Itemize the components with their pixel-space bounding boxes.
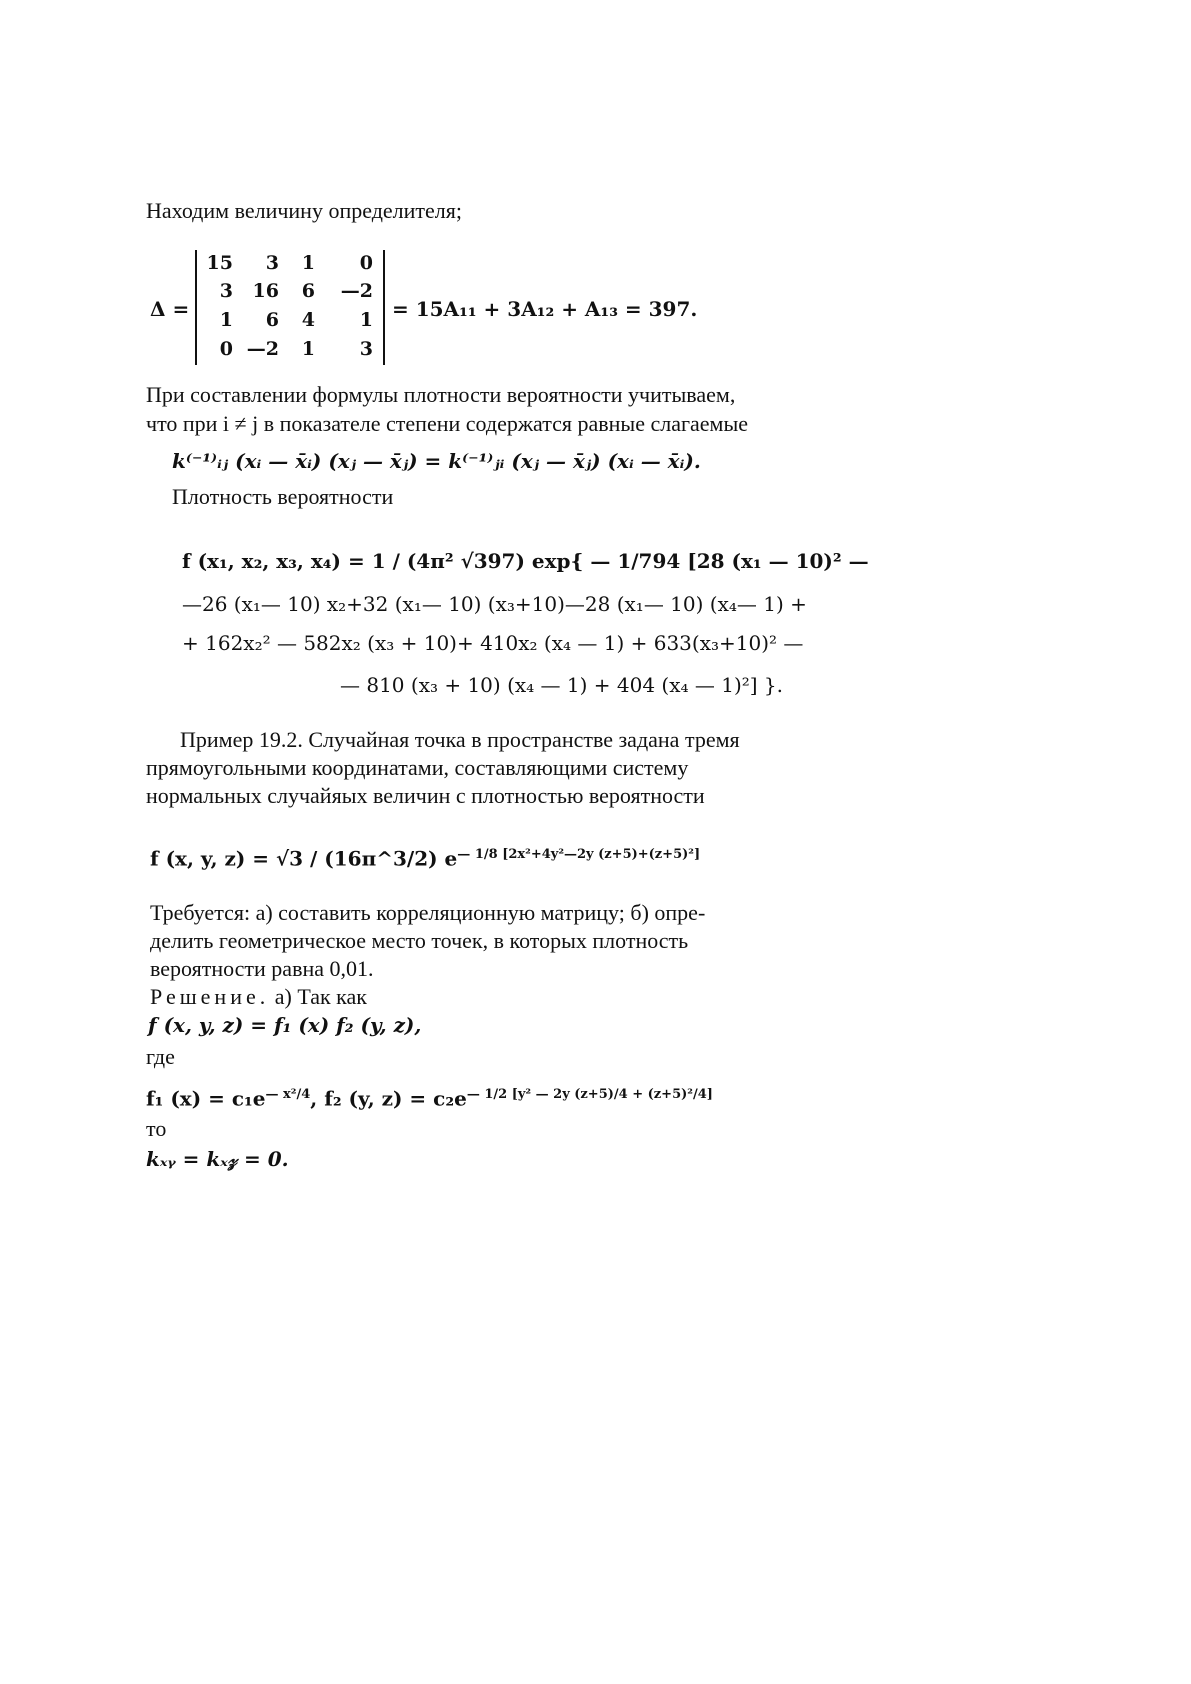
formula-density-line: —26 (x₁— 10) x₂+32 (x₁— 10) (x₃+10)—28 (x₁— 10) (x₄— 1) + bbox=[182, 592, 807, 616]
matrix-cell: 3 bbox=[359, 338, 373, 360]
text-line: Плотность вероятности bbox=[172, 484, 394, 509]
matrix-cell: 6 bbox=[265, 309, 279, 331]
determinant-lhs: Δ = bbox=[150, 297, 190, 321]
text-line: Находим величину определителя; bbox=[146, 198, 463, 223]
matrix-cell: 3 bbox=[265, 252, 279, 274]
text-line: где bbox=[146, 1044, 175, 1069]
formula-f1-f2 bbox=[146, 1082, 713, 1112]
matrix-cell: —2 bbox=[340, 280, 373, 302]
text-line: При составлении формулы плотности вероятности учитываем, bbox=[146, 382, 736, 407]
solution-text: а) Так как bbox=[269, 984, 367, 1009]
matrix-cell: —2 bbox=[246, 338, 279, 360]
formula-xyz-density bbox=[150, 842, 700, 872]
solution-line bbox=[150, 982, 367, 1011]
formula-density-line: — 810 (x₃ + 10) (x₄ — 1) + 404 (x₄ — 1)²] }. bbox=[340, 673, 784, 697]
matrix-right-bar bbox=[383, 250, 385, 365]
formula-main: f (x, y, z) = √3 / (16π^3/2) e bbox=[150, 846, 458, 871]
formula-k-symmetry: k⁽⁻¹⁾ᵢⱼ (xᵢ — x̄ᵢ) (xⱼ — x̄ⱼ) = k⁽⁻¹⁾ⱼᵢ (xⱼ — x̄ⱼ) (xᵢ — x̄ᵢ). bbox=[172, 449, 701, 473]
text-line: делить геометрическое место точек, в которых плотность bbox=[150, 928, 689, 953]
formula-k-zero: kₓᵧ = kₓ𝓏 = 0. bbox=[146, 1147, 289, 1171]
matrix-cell: 1 bbox=[359, 309, 373, 331]
text-line: то bbox=[146, 1116, 167, 1141]
formula-density-line: f (x₁, x₂, x₃, x₄) = 1 / (4π² √397) exp{ — 1/794 [28 (x₁ — 10)² — bbox=[182, 549, 869, 573]
formula-f2: , f₂ (y, z) = c₂e bbox=[310, 1086, 467, 1111]
formula-f2-exponent: — 1/2 [y² — 2y (z+5)/4 + (z+5)²/4] bbox=[466, 1087, 713, 1102]
formula-f1: f₁ (x) = c₁e bbox=[146, 1086, 266, 1111]
matrix-cell: 15 bbox=[206, 252, 233, 274]
text-line: Требуется: а) составить корреляционную матрицу; б) опре- bbox=[150, 900, 706, 925]
matrix-cell: 16 bbox=[252, 280, 279, 302]
text-line: нормальных случайяых величин с плотностью вероятности bbox=[146, 783, 705, 808]
matrix-cell: 1 bbox=[301, 338, 315, 360]
text-line: прямоугольными координатами, составляющими систему bbox=[146, 755, 689, 780]
formula-factorization: f (x, y, z) = f₁ (x) f₂ (y, z), bbox=[148, 1013, 422, 1037]
matrix-cell: 1 bbox=[219, 309, 233, 331]
text-line: что при i ≠ j в показателе степени содержатся равные слагаемые bbox=[146, 411, 749, 436]
text-line: вероятности равна 0,01. bbox=[150, 956, 374, 981]
formula-exponent: — 1/8 [2x²+4y²—2y (z+5)+(z+5)²] bbox=[457, 847, 701, 862]
matrix-cell: 6 bbox=[301, 280, 315, 302]
formula-f1-exponent: — x²/4 bbox=[265, 1087, 311, 1102]
determinant-result: = 15A₁₁ + 3A₁₂ + A₁₃ = 397. bbox=[392, 297, 698, 321]
matrix-cell: 0 bbox=[219, 338, 233, 360]
matrix-cell: 4 bbox=[301, 309, 315, 331]
matrix-cell: 3 bbox=[219, 280, 233, 302]
matrix-cell: 0 bbox=[359, 252, 373, 274]
matrix-cell: 1 bbox=[301, 252, 315, 274]
text-line: Пример 19.2. Случайная точка в пространстве задана тремя bbox=[180, 727, 740, 752]
solution-label: Решение. bbox=[150, 984, 270, 1009]
determinant-matrix bbox=[193, 250, 396, 365]
formula-density-line: + 162x₂² — 582x₂ (x₃ + 10)+ 410x₂ (x₄ — 1) + 633(x₃+10)² — bbox=[182, 631, 804, 655]
